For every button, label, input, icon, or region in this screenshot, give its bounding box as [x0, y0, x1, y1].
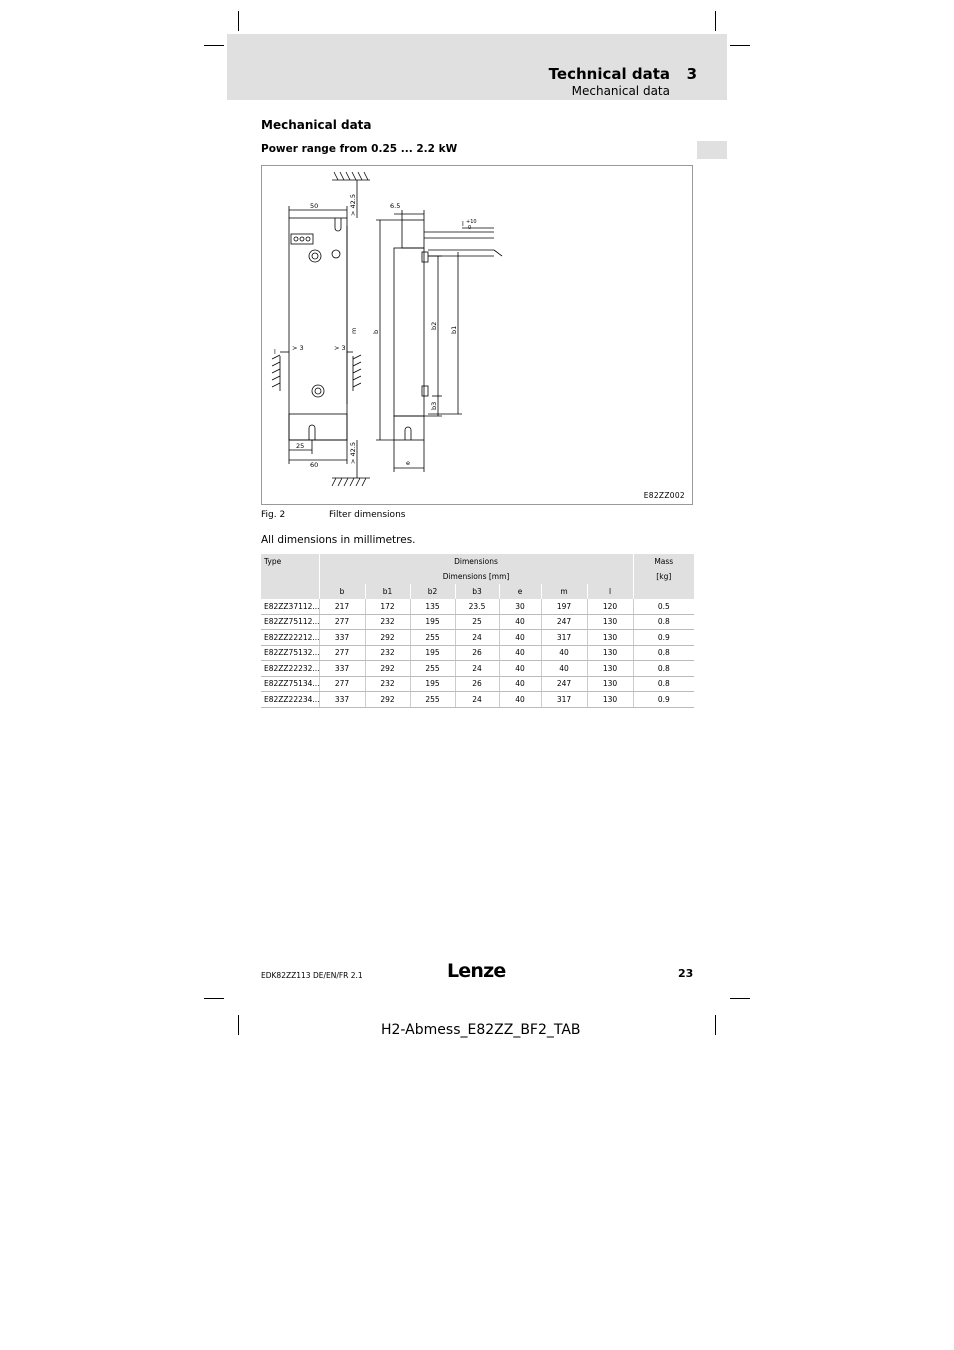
dimension-cell: 292 — [365, 692, 410, 708]
dimension-cell: 232 — [365, 645, 410, 661]
dimension-cell: 130 — [587, 614, 633, 630]
col-header: e — [499, 584, 541, 599]
dimension-cell: 26 — [455, 645, 499, 661]
dim-label-top-clearance: > 42.5 — [349, 194, 357, 216]
mass-cell: 0.8 — [633, 676, 694, 692]
dimension-cell: 317 — [541, 692, 587, 708]
dim-label-tolerance-plus: +10 — [466, 219, 477, 225]
dim-label-50: 50 — [310, 202, 319, 210]
dimension-cell: 337 — [319, 692, 365, 708]
dimension-drawing — [262, 166, 694, 506]
type-cell: E82ZZ75112... — [261, 614, 319, 630]
dimension-cell: 130 — [587, 676, 633, 692]
table-row — [261, 645, 694, 661]
col-header: m — [541, 584, 587, 599]
type-cell: E82ZZ37112... — [261, 599, 319, 614]
lenze-logo: Lenze — [447, 960, 506, 982]
type-cell: E82ZZ22232... — [261, 661, 319, 677]
dim-label-tolerance-zero: 0 — [468, 225, 472, 231]
front-dimension-lines — [280, 180, 357, 478]
page-header — [227, 34, 727, 100]
dim-label-bottom-clearance: > 42.5 — [349, 442, 357, 464]
dim-label-side-right: > 3 — [334, 344, 346, 352]
crop-mark — [238, 11, 239, 31]
table-row — [261, 692, 694, 708]
page-number: 23 — [678, 967, 694, 980]
wall-hatch-top — [332, 172, 370, 180]
dimension-cell: 337 — [319, 661, 365, 677]
type-cell: E82ZZ22234... — [261, 692, 319, 708]
dimension-cell: 25 — [455, 614, 499, 630]
dim-label-e: e — [406, 459, 410, 467]
dimension-cell: 40 — [499, 614, 541, 630]
chapter-tab — [697, 141, 727, 159]
header-mass: Mass — [633, 554, 694, 569]
type-cell: E82ZZ75132... — [261, 645, 319, 661]
mass-cell: 0.9 — [633, 630, 694, 646]
mass-cell: 0.5 — [633, 599, 694, 614]
dimension-cell: 292 — [365, 630, 410, 646]
dimension-cell: 317 — [541, 630, 587, 646]
filter-dimensions-figure — [261, 165, 693, 505]
type-cell: E82ZZ22212... — [261, 630, 319, 646]
col-header-mass-empty — [633, 584, 694, 599]
dimension-cell: 130 — [587, 645, 633, 661]
dimension-cell: 255 — [410, 692, 455, 708]
figure-caption-text: Filter dimensions — [329, 510, 406, 520]
dimension-cell: 277 — [319, 645, 365, 661]
col-header: b3 — [455, 584, 499, 599]
column-header-row — [261, 584, 694, 599]
dimension-cell: 135 — [410, 599, 455, 614]
dim-label-b: b — [372, 329, 380, 334]
wall-hatch-bottom — [332, 478, 370, 486]
crop-mark — [238, 1015, 239, 1035]
dim-label-b3: b3 — [430, 401, 438, 410]
dimension-cell: 277 — [319, 676, 365, 692]
table-row — [261, 676, 694, 692]
dimension-cell: 24 — [455, 661, 499, 677]
dim-label-l-left: l — [274, 348, 276, 356]
dimension-cell: 247 — [541, 676, 587, 692]
dimension-cell: 40 — [541, 661, 587, 677]
dimension-cell: 40 — [541, 645, 587, 661]
dimension-cell: 217 — [319, 599, 365, 614]
header-mass-unit: [kg] — [633, 569, 694, 584]
page-title: Technical data — [548, 65, 670, 83]
type-cell: E82ZZ75134... — [261, 676, 319, 692]
figure-caption-number: Fig. 2 — [261, 510, 286, 520]
dimension-cell: 130 — [587, 692, 633, 708]
dimension-cell: 172 — [365, 599, 410, 614]
header-type: Type — [261, 554, 319, 599]
dimension-cell: 247 — [541, 614, 587, 630]
dimension-cell: 255 — [410, 661, 455, 677]
dimension-cell: 40 — [499, 676, 541, 692]
crop-mark — [715, 1015, 716, 1035]
dimension-cell: 120 — [587, 599, 633, 614]
dim-label-l: l — [462, 220, 464, 228]
crop-mark — [204, 45, 224, 46]
dim-label-b1: b1 — [450, 325, 458, 334]
mass-cell: 0.8 — [633, 661, 694, 677]
col-header: l — [587, 584, 633, 599]
dimension-cell: 255 — [410, 630, 455, 646]
filter-front-view — [289, 218, 347, 440]
dimension-cell: 195 — [410, 676, 455, 692]
mass-cell: 0.8 — [633, 614, 694, 630]
mass-cell: 0.8 — [633, 645, 694, 661]
dimension-cell: 40 — [499, 645, 541, 661]
figure-code: E82ZZ002 — [643, 491, 685, 500]
dimension-cell: 24 — [455, 692, 499, 708]
crop-mark — [715, 11, 716, 31]
dimension-cell: 277 — [319, 614, 365, 630]
dimension-cell: 23.5 — [455, 599, 499, 614]
dimension-cell: 130 — [587, 630, 633, 646]
dimension-cell: 232 — [365, 614, 410, 630]
dimension-cell: 40 — [499, 661, 541, 677]
dimension-cell: 130 — [587, 661, 633, 677]
col-header: b1 — [365, 584, 410, 599]
filter-side-view — [394, 220, 502, 440]
dimension-cell: 197 — [541, 599, 587, 614]
dimensions-table — [261, 554, 694, 708]
header-dimensions-unit: Dimensions [mm] — [319, 569, 633, 584]
units-note: All dimensions in millimetres. — [261, 534, 416, 546]
table-row — [261, 614, 694, 630]
crop-mark — [730, 998, 750, 999]
dimension-cell: 40 — [499, 630, 541, 646]
dimension-cell: 26 — [455, 676, 499, 692]
dimension-cell: 292 — [365, 661, 410, 677]
table-row — [261, 630, 694, 646]
section-heading: Mechanical data — [261, 118, 372, 132]
col-header: b — [319, 584, 365, 599]
header-dimensions: Dimensions — [319, 554, 633, 569]
mass-cell: 0.9 — [633, 692, 694, 708]
dim-label-side-left: > 3 — [292, 344, 304, 352]
col-header: b2 — [410, 584, 455, 599]
footer-document-id: EDK82ZZ113 DE/EN/FR 2.1 — [261, 971, 363, 980]
dim-label-b2: b2 — [430, 321, 438, 330]
dimension-cell: 232 — [365, 676, 410, 692]
dimension-cell: 40 — [499, 692, 541, 708]
table-row — [261, 661, 694, 677]
crop-mark — [730, 45, 750, 46]
dimensions-table-body — [261, 599, 694, 707]
table-row — [261, 599, 694, 614]
dimension-cell: 30 — [499, 599, 541, 614]
sub-heading: Power range from 0.25 ... 2.2 kW — [261, 143, 458, 155]
dim-label-60: 60 — [310, 461, 319, 469]
page-subtitle: Mechanical data — [571, 84, 670, 98]
dimension-cell: 195 — [410, 645, 455, 661]
chapter-number: 3 — [686, 65, 697, 83]
file-label: H2-Abmess_E82ZZ_BF2_TAB — [381, 1022, 581, 1038]
dimension-cell: 24 — [455, 630, 499, 646]
dim-label-m: m — [350, 327, 358, 334]
dimension-cell: 195 — [410, 614, 455, 630]
dimension-cell: 337 — [319, 630, 365, 646]
dim-label-25: 25 — [296, 442, 305, 450]
crop-mark — [204, 998, 224, 999]
dim-label-6-5: 6.5 — [390, 202, 401, 210]
